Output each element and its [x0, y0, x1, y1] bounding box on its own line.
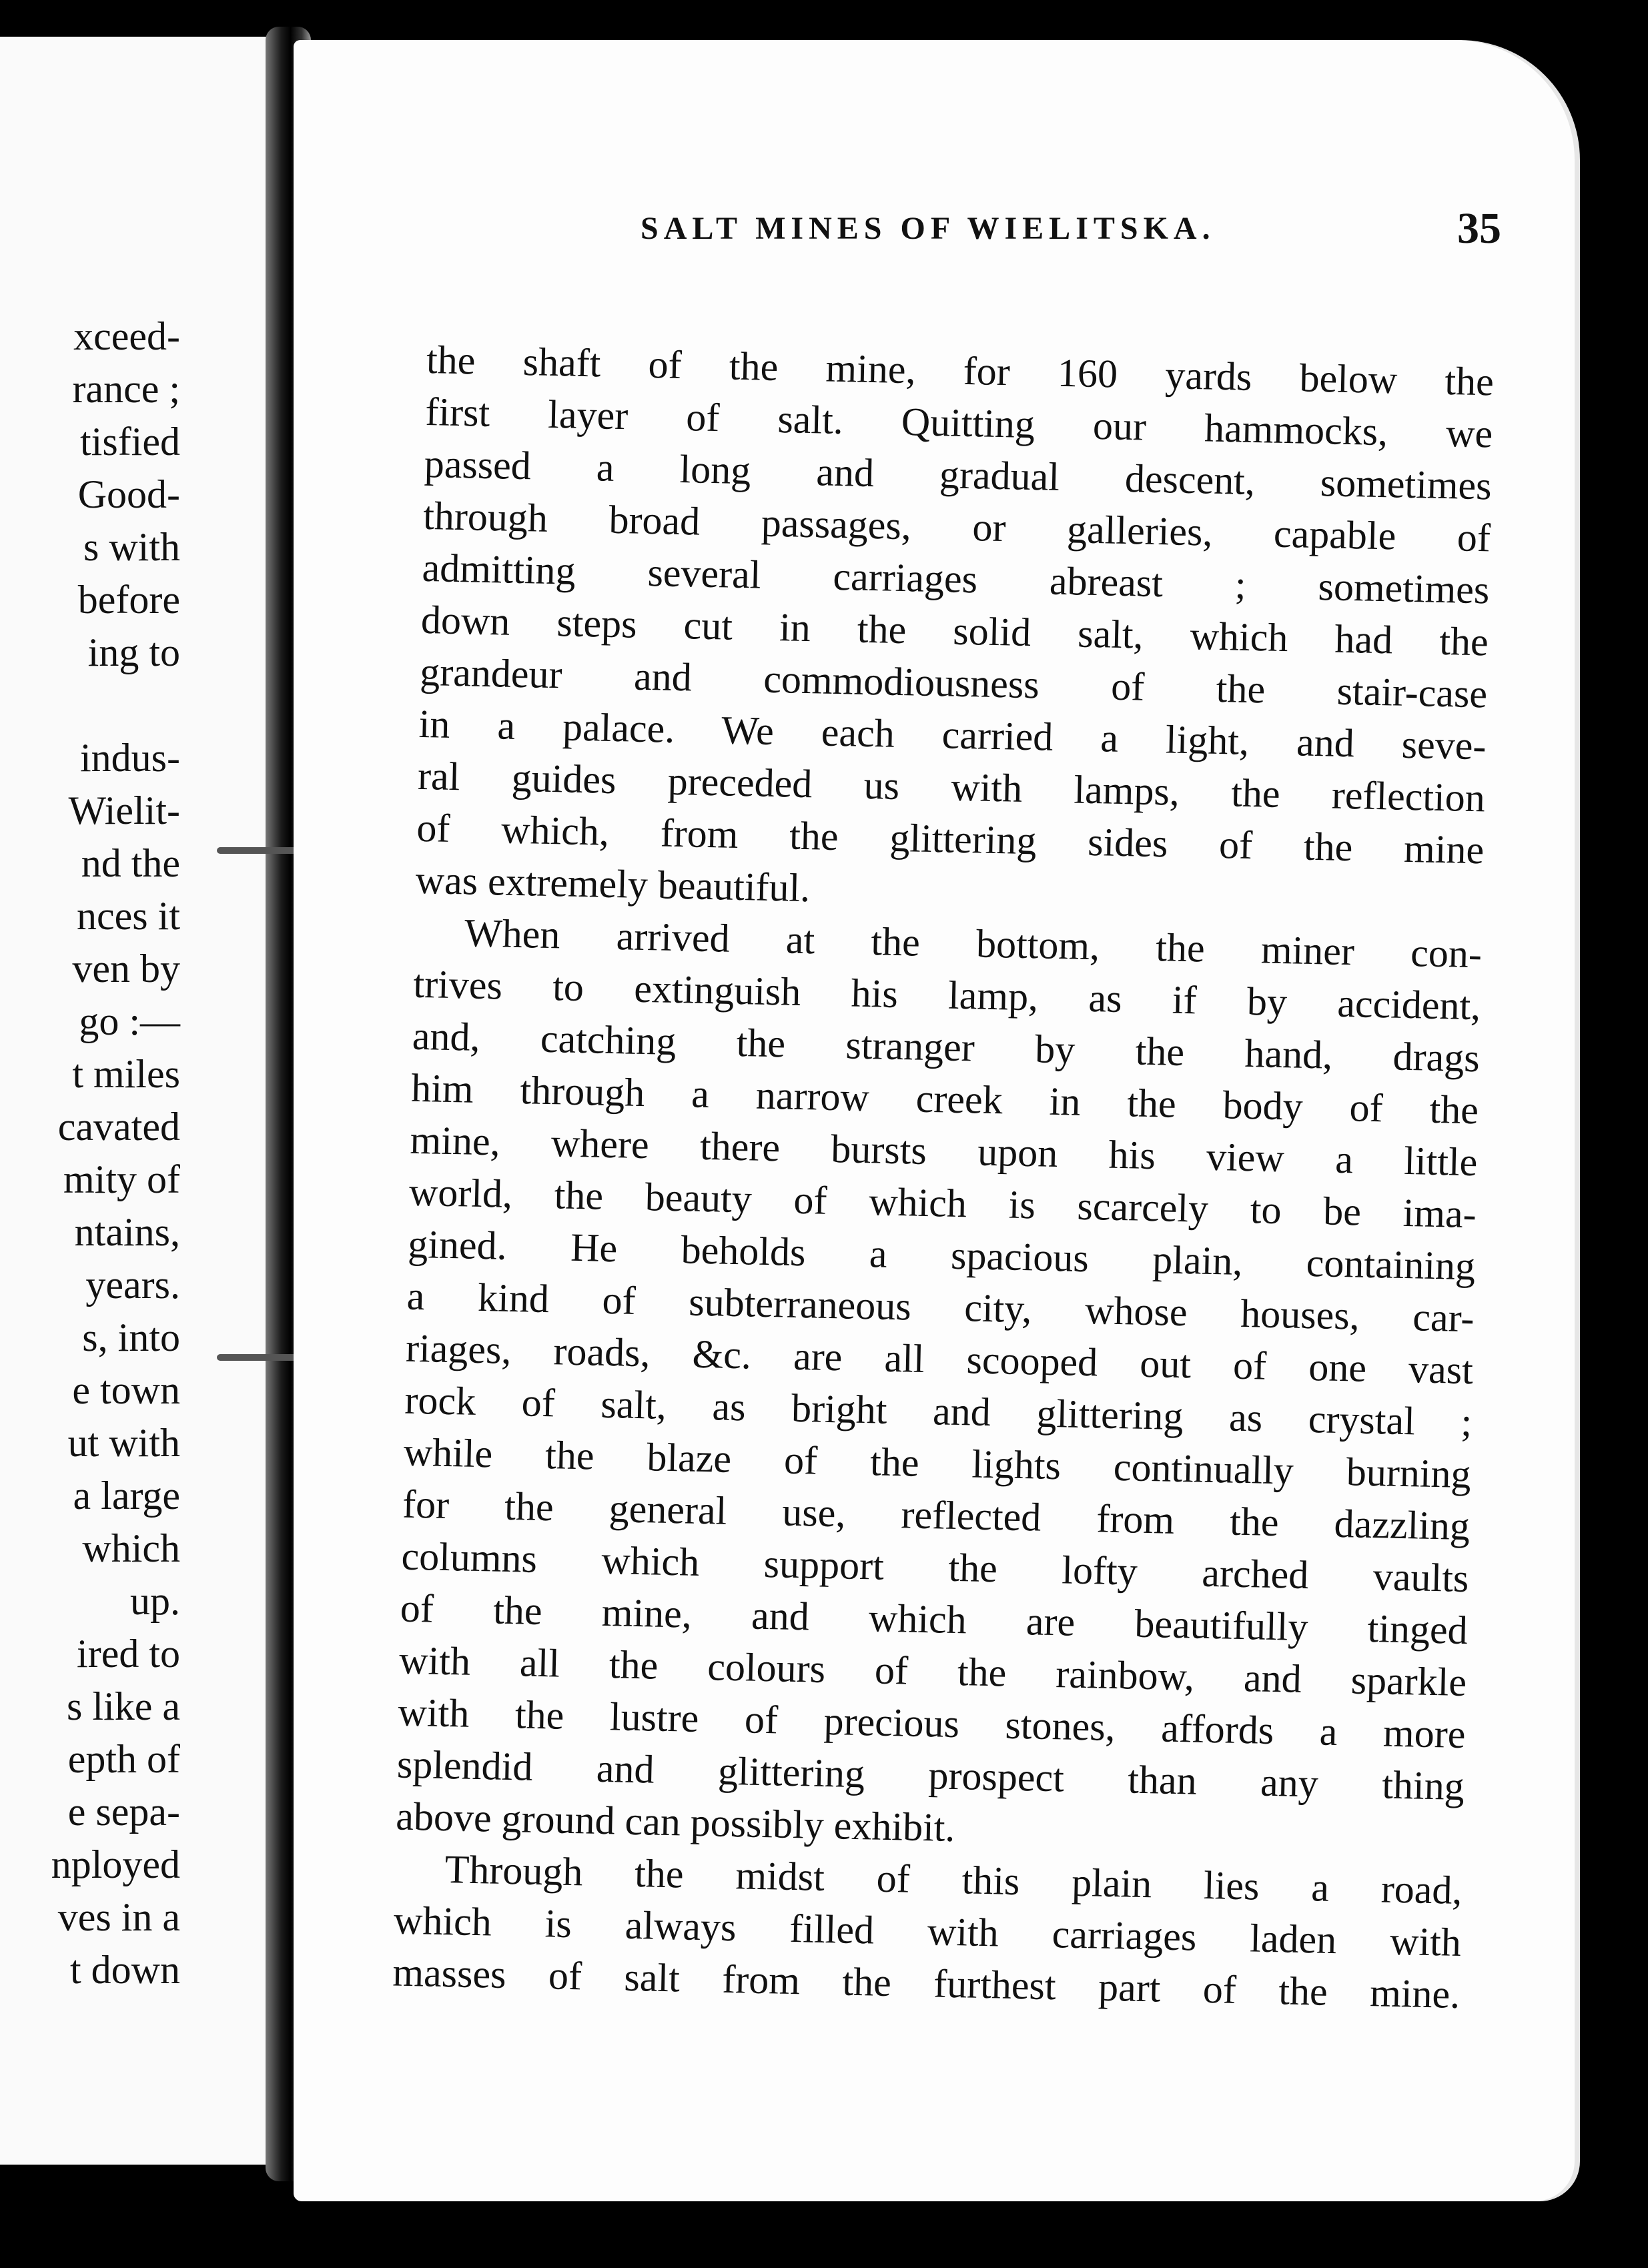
text-line: riages, roads, &c. are all scooped out of one vast [405, 1325, 1474, 1393]
left-page-line [0, 679, 287, 732]
left-page-line: nployed [51, 1842, 180, 1886]
text-line: in a palace. We each carried a light, and seve- [418, 701, 1487, 768]
left-page-line: xceed- [73, 314, 180, 358]
running-title: SALT MINES OF WIELITSKA. [641, 211, 1216, 246]
left-page-line: ven by [72, 947, 180, 991]
left-page-line: go :— [79, 999, 180, 1043]
text-line: the shaft of the mine, for 160 yards below the [426, 337, 1495, 404]
text-line: for the general use, reflected from the dazzling [402, 1482, 1471, 1549]
right-page [294, 40, 1575, 2201]
left-page-line: up. [130, 1579, 180, 1623]
left-page-line: which [82, 1526, 180, 1570]
text-line: down steps cut in the solid salt, which had the [420, 597, 1489, 664]
left-page-line: Good- [77, 472, 180, 516]
left-page-line: cavated [57, 1105, 180, 1149]
body-text [392, 334, 1495, 2021]
left-page-line: ut with [67, 1421, 180, 1465]
text-line: of the mine, and which are beautifully tinged [400, 1586, 1469, 1653]
text-line: grandeur and commodiousness of the stair-case [419, 649, 1488, 716]
text-line: trives to extinguish his lamp, as if by accident, [412, 961, 1481, 1029]
left-page-line: Wielit- [68, 788, 180, 832]
text-line: first layer of salt. Quitting our hammocks, we [424, 389, 1493, 456]
text-line: a kind of subterraneous city, whose houses, car- [406, 1273, 1475, 1341]
text-line: while the blaze of the lights continually burning [403, 1430, 1472, 1497]
text-line: of which, from the glittering sides of the mine [416, 805, 1485, 873]
page-number: 35 [1457, 204, 1501, 253]
left-page-line: s like a [67, 1684, 180, 1728]
left-page-line: nces it [77, 894, 180, 938]
left-page-line: ntains, [74, 1210, 180, 1254]
text-line: world, the beauty of which is scarcely to be ima- [408, 1169, 1477, 1237]
left-page-line: s with [83, 525, 180, 569]
text-line: and, catching the stranger by the hand, drags [412, 1013, 1481, 1081]
left-page-line: ves in a [57, 1895, 180, 1939]
text-line: admitting several carriages abreast ; sometimes [421, 545, 1490, 612]
left-page-line: ing to [87, 630, 180, 674]
left-page [0, 37, 287, 2165]
text-line: splendid and glittering prospect than any thing [396, 1742, 1465, 1809]
text-line: passed a long and gradual descent, sometimes [424, 441, 1493, 508]
text-line: was extremely beautiful. [415, 857, 811, 911]
left-page-line: years. [85, 1263, 180, 1307]
text-line: When arrived at the bottom, the miner con- [464, 911, 1483, 977]
text-line: with the lustre of precious stones, affords a more [398, 1690, 1467, 1757]
left-page-line: nd the [81, 841, 180, 885]
text-line: masses of salt from the furthest part of the mine. [392, 1950, 1461, 2017]
left-page-line: epth of [67, 1737, 180, 1781]
text-line: ral guides preceded us with lamps, the reflection [417, 753, 1486, 820]
left-page-line: s, into [82, 1315, 180, 1359]
left-page-text [0, 310, 287, 1997]
left-page-line: t miles [72, 1052, 180, 1096]
text-line: Through the midst of this plain lies a road, [444, 1847, 1463, 1912]
left-page-line: rance ; [72, 367, 180, 411]
text-line: through broad passages, or galleries, capable of [422, 493, 1491, 560]
text-line: columns which support the lofty arched vaults [400, 1534, 1469, 1601]
text-line: rock of salt, as bright and glittering as crystal ; [404, 1377, 1473, 1445]
left-page-line: indus- [80, 736, 180, 780]
text-line: with all the colours of the rainbow, and sparkle [398, 1638, 1467, 1705]
left-page-line: tisfied [80, 420, 180, 464]
left-page-line: a large [73, 1474, 180, 1518]
left-page-line: e town [72, 1368, 180, 1412]
left-page-line: mity of [63, 1157, 180, 1201]
left-page-line: ired to [77, 1632, 180, 1676]
text-line: him through a narrow creek in the body of the [410, 1065, 1479, 1133]
running-head [641, 204, 1501, 270]
left-page-line: before [77, 578, 180, 622]
text-line: which is always filled with carriages laden with [393, 1898, 1462, 1964]
text-line: gined. He beholds a spacious plain, containing [407, 1221, 1476, 1289]
text-line: above ground can possibly exhibit. [395, 1794, 956, 1850]
text-line: mine, where there bursts upon his view a little [409, 1117, 1479, 1185]
left-page-line: e sepa- [67, 1790, 180, 1834]
left-page-line: t down [70, 1948, 180, 1992]
